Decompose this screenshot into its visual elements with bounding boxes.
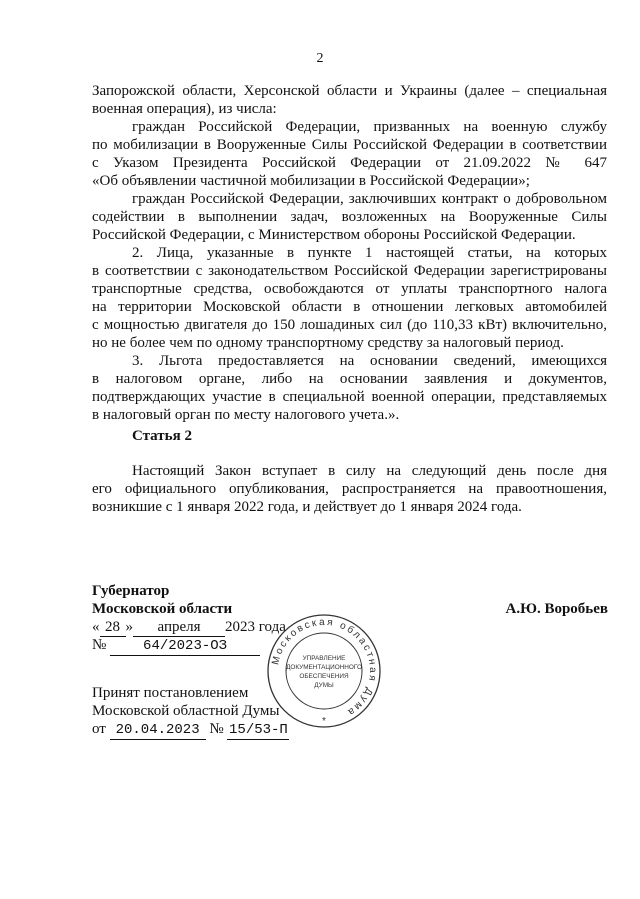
signatory-title-line1: Губернатор: [92, 583, 170, 599]
body-line: военная операция), из числа:: [92, 101, 277, 117]
body-line: Запорожской области, Херсонской области и Украины (далее – специальная: [92, 83, 607, 99]
article-heading: Статья 2: [132, 428, 192, 444]
body-line: в налоговый орган по месту налогового учета.».: [92, 407, 400, 423]
date-close-quote: »: [125, 619, 133, 635]
stamp-center-line: ДУМЫ: [314, 682, 334, 689]
stamp-star: *: [322, 716, 326, 727]
stamp-ring-text: Московская областная Дума: [270, 616, 379, 719]
body-line: содействии в выполнении задач, возложенных на Вооруженные Силы: [92, 209, 607, 225]
body-line: Российской Федерации, с Министерством обороны Российской Федерации.: [92, 227, 576, 243]
official-stamp: [265, 612, 383, 730]
article-line: Настоящий Закон вступает в силу на следующий день после дня: [132, 463, 607, 479]
body-line: на территории Московской области в отношении легковых автомобилей: [92, 299, 607, 315]
body-line: но не более чем по одному транспортному средству за налоговый период.: [92, 335, 564, 351]
body-line: с Указом Президента Российской Федерации от 21.09.2022 № 647: [92, 155, 607, 171]
adoption-date: 20.04.2023: [110, 722, 206, 740]
article-line: возникшие с 1 января 2022 года, и действует до 1 января 2024 года.: [92, 499, 522, 515]
adoption-line1: Принят постановлением: [92, 685, 249, 701]
signatory-name: А.Ю. Воробьев: [505, 601, 608, 617]
body-line: 3. Льгота предоставляется на основании сведений, имеющихся: [132, 353, 607, 369]
date-year: 2023 года: [225, 619, 286, 635]
body-line: граждан Российской Федерации, заключивших контракт о добровольном: [132, 191, 607, 207]
body-line: в соответствии с законодательством Российской Федерации зарегистрированы: [92, 263, 607, 279]
body-line: по мобилизации в Вооруженные Силы Российской Федерации в соответствии: [92, 137, 607, 153]
body-line: «Об объявлении частичной мобилизации в Российской Федерации»;: [92, 173, 530, 189]
date-month: апреля: [133, 619, 225, 637]
stamp-center-line: ДОКУМЕНТАЦИОННОГО: [286, 664, 362, 671]
adoption-date-number: [92, 720, 289, 740]
law-number: [92, 636, 260, 656]
law-number-value: 64/2023-ОЗ: [110, 638, 260, 656]
body-line: с мощностью двигателя до 150 лошадиных сил (до 110,33 кВт) включительно,: [92, 317, 607, 333]
stamp-inner-ring: [286, 633, 362, 709]
signatory-title-line2: Московской области: [92, 601, 233, 617]
signing-date: [92, 618, 286, 637]
body-line: транспортные средства, освобождаются от уплаты транспортного налога: [92, 281, 607, 297]
stamp-center-line: УПРАВЛЕНИЕ: [302, 655, 346, 662]
law-number-label: №: [92, 637, 107, 653]
page-number: 2: [316, 51, 324, 66]
body-line: 2. Лица, указанные в пункте 1 настоящей статьи, на которых: [132, 245, 607, 261]
date-day: 28: [100, 619, 126, 637]
body-line: подтверждающих участие в специальной военной операции, представляемых: [92, 389, 607, 405]
adoption-number-label: №: [209, 721, 224, 737]
body-line: в налоговом органе, либо на основании заявления и документов,: [92, 371, 607, 387]
adoption-number: 15/53-П: [229, 722, 288, 738]
date-open-quote: «: [92, 619, 100, 635]
adoption-from-label: от: [92, 721, 106, 737]
stamp-outer-ring: [268, 615, 380, 727]
article-line: его официального опубликования, распространяется на правоотношения,: [92, 481, 607, 497]
body-line: граждан Российской Федерации, призванных на военную службу: [132, 119, 607, 135]
stamp-center-line: ОБЕСПЕЧЕНИЯ: [299, 673, 349, 680]
adoption-line2: Московской областной Думы: [92, 703, 280, 719]
